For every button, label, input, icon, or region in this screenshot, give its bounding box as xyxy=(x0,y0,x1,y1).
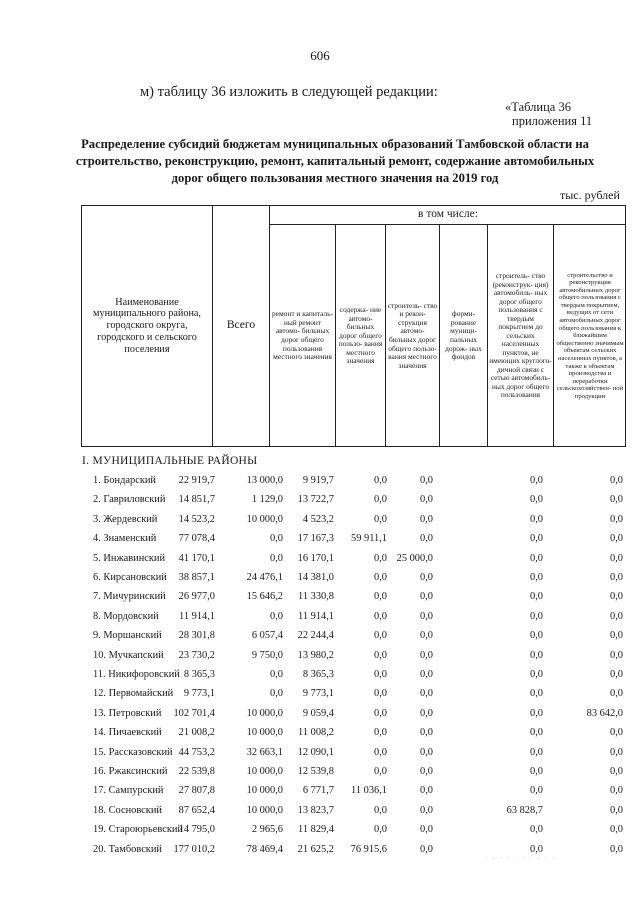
cell-v6: 0,0 xyxy=(610,824,623,836)
table-row xyxy=(0,785,640,801)
cell-v5: 0,0 xyxy=(530,630,543,642)
header-col-rural-roads: строитель- ство (реконструк- ция) автомобиль- ных дорог общего пользования с твердым покрытием до сельских населенных пунктов, не имеющих круглого- дичной связи с сетью автомобиль- ных дорог общего пользования xyxy=(489,271,552,400)
cell-total: 77 078,4 xyxy=(178,533,215,545)
cell-v5: 0,0 xyxy=(530,475,543,486)
cell-name: 8. Мордовский xyxy=(93,610,159,622)
cell-v2: 9 919,7 xyxy=(302,475,334,486)
cell-v3: 0,0 xyxy=(374,591,387,603)
cell-v1: 10 000,0 xyxy=(246,785,283,797)
cell-v2: 9 059,4 xyxy=(302,707,334,719)
table-row xyxy=(0,727,640,743)
cell-v5: 0,0 xyxy=(530,843,543,855)
cell-v4: 0,0 xyxy=(420,533,433,545)
table-row xyxy=(0,533,640,549)
cell-v4: 0,0 xyxy=(420,688,433,700)
cell-v6: 0,0 xyxy=(610,630,623,642)
cell-name: 20. Тамбовский xyxy=(93,843,162,855)
cell-v3: 11 036,1 xyxy=(351,785,387,797)
cell-v1: 2 965,6 xyxy=(251,824,283,836)
cell-v3: 76 915,6 xyxy=(350,843,387,855)
table-row xyxy=(0,708,640,724)
cell-name: 12. Первомайский xyxy=(93,688,174,700)
table-row xyxy=(0,688,640,704)
cell-v2: 6 771,7 xyxy=(302,785,334,797)
cell-v1: 32 663,1 xyxy=(246,746,283,758)
cell-v4: 0,0 xyxy=(420,727,433,739)
cell-v5: 0,0 xyxy=(530,552,543,564)
cell-v2: 13 980,2 xyxy=(297,649,334,661)
cell-v1: 10 000,0 xyxy=(246,804,283,816)
cell-v3: 0,0 xyxy=(374,649,387,661)
cell-total: 41 170,1 xyxy=(178,552,215,564)
cell-v3: 0,0 xyxy=(374,572,387,583)
cell-v6: 0,0 xyxy=(610,591,623,603)
cell-v4: 0,0 xyxy=(420,591,433,603)
cell-total: 11 914,1 xyxy=(179,610,215,622)
units-label: тыс. рублей xyxy=(560,188,620,202)
cell-v4: 0,0 xyxy=(420,572,433,583)
cell-v1: 6 057,4 xyxy=(251,630,283,642)
cell-total: 87 652,4 xyxy=(178,804,215,816)
scan-marks: · · · · · · · · · · xyxy=(485,856,557,862)
cell-v3: 0,0 xyxy=(374,513,387,525)
cell-v2: 13 722,7 xyxy=(297,494,334,506)
cell-v4: 0,0 xyxy=(420,707,433,719)
table-row xyxy=(0,766,640,782)
cell-v2: 4 523,2 xyxy=(302,513,334,525)
header-total-cell: Всего xyxy=(226,319,256,332)
cell-v5: 0,0 xyxy=(530,766,543,777)
cell-v2: 12 090,1 xyxy=(297,746,334,758)
cell-v5: 0,0 xyxy=(530,591,543,603)
cell-v4: 0,0 xyxy=(420,649,433,661)
cell-v1: 0,0 xyxy=(270,552,283,564)
table-row xyxy=(0,572,640,588)
cell-v6: 0,0 xyxy=(610,513,623,525)
table-row xyxy=(0,650,640,666)
header-col-social-objects-roads: строительство и реконструкция автомобильных дорог общего пользования с твердым покрытием, ведущих от сети автомобильных дорог общего пользования к ближайшим общественно значимым объектам сельских населенных пунктов, а также к объектам производства и переработки сельскохозяйствен- ной продукции xyxy=(556,271,624,400)
cell-v2: 11 914,1 xyxy=(298,610,334,622)
table-reference-line-1: «Таблица 36 xyxy=(505,100,571,114)
cell-name: 18. Сосновский xyxy=(93,804,162,816)
cell-v1: 24 476,1 xyxy=(246,572,283,583)
cell-name: 16. Ржаксинский xyxy=(93,766,168,777)
cell-total: 26 977,0 xyxy=(178,591,215,603)
cell-v3: 0,0 xyxy=(374,727,387,739)
cell-v2: 8 365,3 xyxy=(302,669,334,680)
cell-v6: 0,0 xyxy=(610,669,623,680)
cell-v1: 9 750,0 xyxy=(251,649,283,661)
cell-v1: 0,0 xyxy=(270,688,283,700)
table-row xyxy=(0,669,640,685)
cell-v3: 0,0 xyxy=(374,610,387,622)
cell-v4: 0,0 xyxy=(420,746,433,758)
cell-v6: 0,0 xyxy=(610,610,623,622)
header-col-repair: ремонт и капиталь- ный ремонт автомо- бильных дорог общего пользования местного значения xyxy=(272,309,333,362)
cell-v2: 9 773,1 xyxy=(302,688,334,700)
cell-v1: 10 000,0 xyxy=(246,766,283,777)
cell-v6: 0,0 xyxy=(610,727,623,739)
cell-v5: 0,0 xyxy=(530,785,543,797)
table-row xyxy=(0,824,640,840)
cell-v3: 0,0 xyxy=(374,707,387,719)
cell-v3: 0,0 xyxy=(374,475,387,486)
cell-v1: 13 000,0 xyxy=(246,475,283,486)
cell-v2: 16 170,1 xyxy=(297,552,334,564)
cell-v3: 0,0 xyxy=(374,766,387,777)
page-number: 606 xyxy=(310,48,330,63)
cell-v6: 83 642,0 xyxy=(586,707,623,719)
cell-v6: 0,0 xyxy=(610,804,623,816)
cell-v1: 10 000,0 xyxy=(246,513,283,525)
cell-name: 3. Жердевский xyxy=(93,513,158,525)
cell-v1: 10 000,0 xyxy=(246,707,283,719)
table-row xyxy=(0,494,640,510)
table-row xyxy=(0,553,640,569)
cell-v6: 0,0 xyxy=(610,533,623,545)
table-row xyxy=(0,475,640,491)
cell-v5: 0,0 xyxy=(530,824,543,836)
table-row xyxy=(0,805,640,821)
cell-v1: 78 469,4 xyxy=(246,843,283,855)
cell-v1: 0,0 xyxy=(270,669,283,680)
cell-v4: 0,0 xyxy=(420,630,433,642)
cell-v5: 0,0 xyxy=(530,727,543,739)
cell-v2: 12 539,8 xyxy=(297,766,334,777)
cell-name: 11. Никифоровский xyxy=(93,669,180,680)
cell-total: 44 753,2 xyxy=(178,746,215,758)
cell-total: 23 730,2 xyxy=(178,649,215,661)
cell-v5: 0,0 xyxy=(530,746,543,758)
cell-v2: 11 008,2 xyxy=(298,727,334,739)
intro-text: м) таблицу 36 изложить в следующей редакции: xyxy=(140,84,438,100)
table-row xyxy=(0,514,640,530)
cell-name: 13. Петровский xyxy=(93,707,162,719)
cell-v6: 0,0 xyxy=(610,843,623,855)
cell-name: 6. Кирсановский xyxy=(93,572,167,583)
cell-v4: 0,0 xyxy=(420,843,433,855)
header-name-cell: Наименование муниципального района, городского округа, городского и сельского поселения xyxy=(93,296,201,355)
cell-v2: 22 244,4 xyxy=(297,630,334,642)
cell-name: 1. Бондарский xyxy=(93,475,156,486)
cell-total: 8 365,3 xyxy=(183,669,215,680)
cell-name: 5. Инжавинский xyxy=(93,552,166,564)
cell-v5: 0,0 xyxy=(530,533,543,545)
cell-v3: 0,0 xyxy=(374,630,387,642)
cell-v3: 0,0 xyxy=(374,688,387,700)
cell-v6: 0,0 xyxy=(610,649,623,661)
table-reference-line-2: приложения 11 xyxy=(512,114,593,128)
cell-v4: 0,0 xyxy=(420,785,433,797)
cell-total: 102 701,4 xyxy=(173,707,215,719)
cell-v5: 0,0 xyxy=(530,494,543,506)
cell-v5: 0,0 xyxy=(530,688,543,700)
cell-v5: 0,0 xyxy=(530,572,543,583)
cell-v6: 0,0 xyxy=(610,766,623,777)
cell-total: 38 857,1 xyxy=(178,572,215,583)
table-header xyxy=(81,205,626,447)
cell-v4: 0,0 xyxy=(420,610,433,622)
cell-v1: 0,0 xyxy=(270,533,283,545)
cell-total: 22 919,7 xyxy=(178,475,215,486)
cell-v6: 0,0 xyxy=(610,552,623,564)
table-row xyxy=(0,591,640,607)
cell-v4: 25 000,0 xyxy=(396,552,433,564)
cell-name: 7. Мичуринский xyxy=(93,591,166,603)
cell-v3: 0,0 xyxy=(374,494,387,506)
cell-v5: 63 828,7 xyxy=(506,804,543,816)
cell-v4: 0,0 xyxy=(420,513,433,525)
header-col-road-funds: форми- рование муници- пальных дорож- ных фондов xyxy=(445,309,482,362)
cell-total: 14 795,0 xyxy=(178,824,215,836)
cell-v6: 0,0 xyxy=(610,785,623,797)
cell-v6: 0,0 xyxy=(610,475,623,486)
cell-v1: 0,0 xyxy=(270,610,283,622)
cell-v1: 15 646,2 xyxy=(246,591,283,603)
cell-v6: 0,0 xyxy=(610,572,623,583)
cell-name: 9. Моршанский xyxy=(93,630,162,642)
cell-v2: 11 829,4 xyxy=(298,824,334,836)
cell-name: 10. Мучкапский xyxy=(93,649,164,661)
cell-total: 22 539,8 xyxy=(178,766,215,777)
section-title: I. МУНИЦИПАЛЬНЫЕ РАЙОНЫ xyxy=(82,455,258,467)
cell-name: 15. Рассказовский xyxy=(93,746,173,758)
cell-total: 14 523,2 xyxy=(178,513,215,525)
cell-name: 2. Гавриловский xyxy=(93,494,166,506)
cell-v4: 0,0 xyxy=(420,824,433,836)
cell-v4: 0,0 xyxy=(420,669,433,680)
header-col-maintenance: содержа- ние автомо- бильных дорог общего пользо- вания местного значения xyxy=(338,305,383,366)
cell-v5: 0,0 xyxy=(530,610,543,622)
cell-v4: 0,0 xyxy=(420,494,433,506)
cell-v3: 0,0 xyxy=(374,669,387,680)
cell-v6: 0,0 xyxy=(610,746,623,758)
cell-total: 9 773,1 xyxy=(183,688,215,700)
cell-v5: 0,0 xyxy=(530,669,543,680)
cell-total: 27 807,8 xyxy=(178,785,215,797)
cell-total: 14 851,7 xyxy=(178,494,215,506)
cell-v5: 0,0 xyxy=(530,649,543,661)
cell-v2: 11 330,8 xyxy=(298,591,334,603)
cell-v3: 0,0 xyxy=(374,804,387,816)
table-row xyxy=(0,747,640,763)
cell-name: 19. Староюрьевский xyxy=(93,824,183,836)
cell-v2: 21 625,2 xyxy=(297,843,334,855)
cell-v2: 14 381,0 xyxy=(297,572,334,583)
header-col-construction: строитель- ство и рекон- струкция автомо- бильных дорог общего пользо- вания местного значения xyxy=(387,300,438,370)
cell-total: 177 010,2 xyxy=(173,843,215,855)
cell-v6: 0,0 xyxy=(610,688,623,700)
cell-v1: 10 000,0 xyxy=(246,727,283,739)
table-row xyxy=(0,611,640,627)
cell-total: 28 301,8 xyxy=(178,630,215,642)
header-including: в том числе: xyxy=(418,208,478,221)
cell-v3: 59 911,1 xyxy=(351,533,387,545)
cell-name: 4. Знаменский xyxy=(93,533,157,545)
cell-v1: 1 129,0 xyxy=(251,494,283,506)
cell-v4: 0,0 xyxy=(420,475,433,486)
cell-v4: 0,0 xyxy=(420,804,433,816)
cell-name: 17. Сампурский xyxy=(93,785,164,797)
cell-v3: 0,0 xyxy=(374,824,387,836)
cell-v3: 0,0 xyxy=(374,552,387,564)
cell-v5: 0,0 xyxy=(530,513,543,525)
cell-total: 21 008,2 xyxy=(178,727,215,739)
cell-v3: 0,0 xyxy=(374,746,387,758)
cell-name: 14. Пичаевский xyxy=(93,727,162,739)
cell-v4: 0,0 xyxy=(420,766,433,777)
cell-v2: 13 823,7 xyxy=(297,804,334,816)
cell-v2: 17 167,3 xyxy=(297,533,334,545)
table-row xyxy=(0,630,640,646)
document-title: Распределение субсидий бюджетам муниципальных образований Тамбовской области на строительство, реконструкцию, ремонт, капитальный ремонт, содержание автомобильных дорог общего пользования местного значения на 2019 год xyxy=(75,137,595,185)
cell-v5: 0,0 xyxy=(530,707,543,719)
cell-v6: 0,0 xyxy=(610,494,623,506)
